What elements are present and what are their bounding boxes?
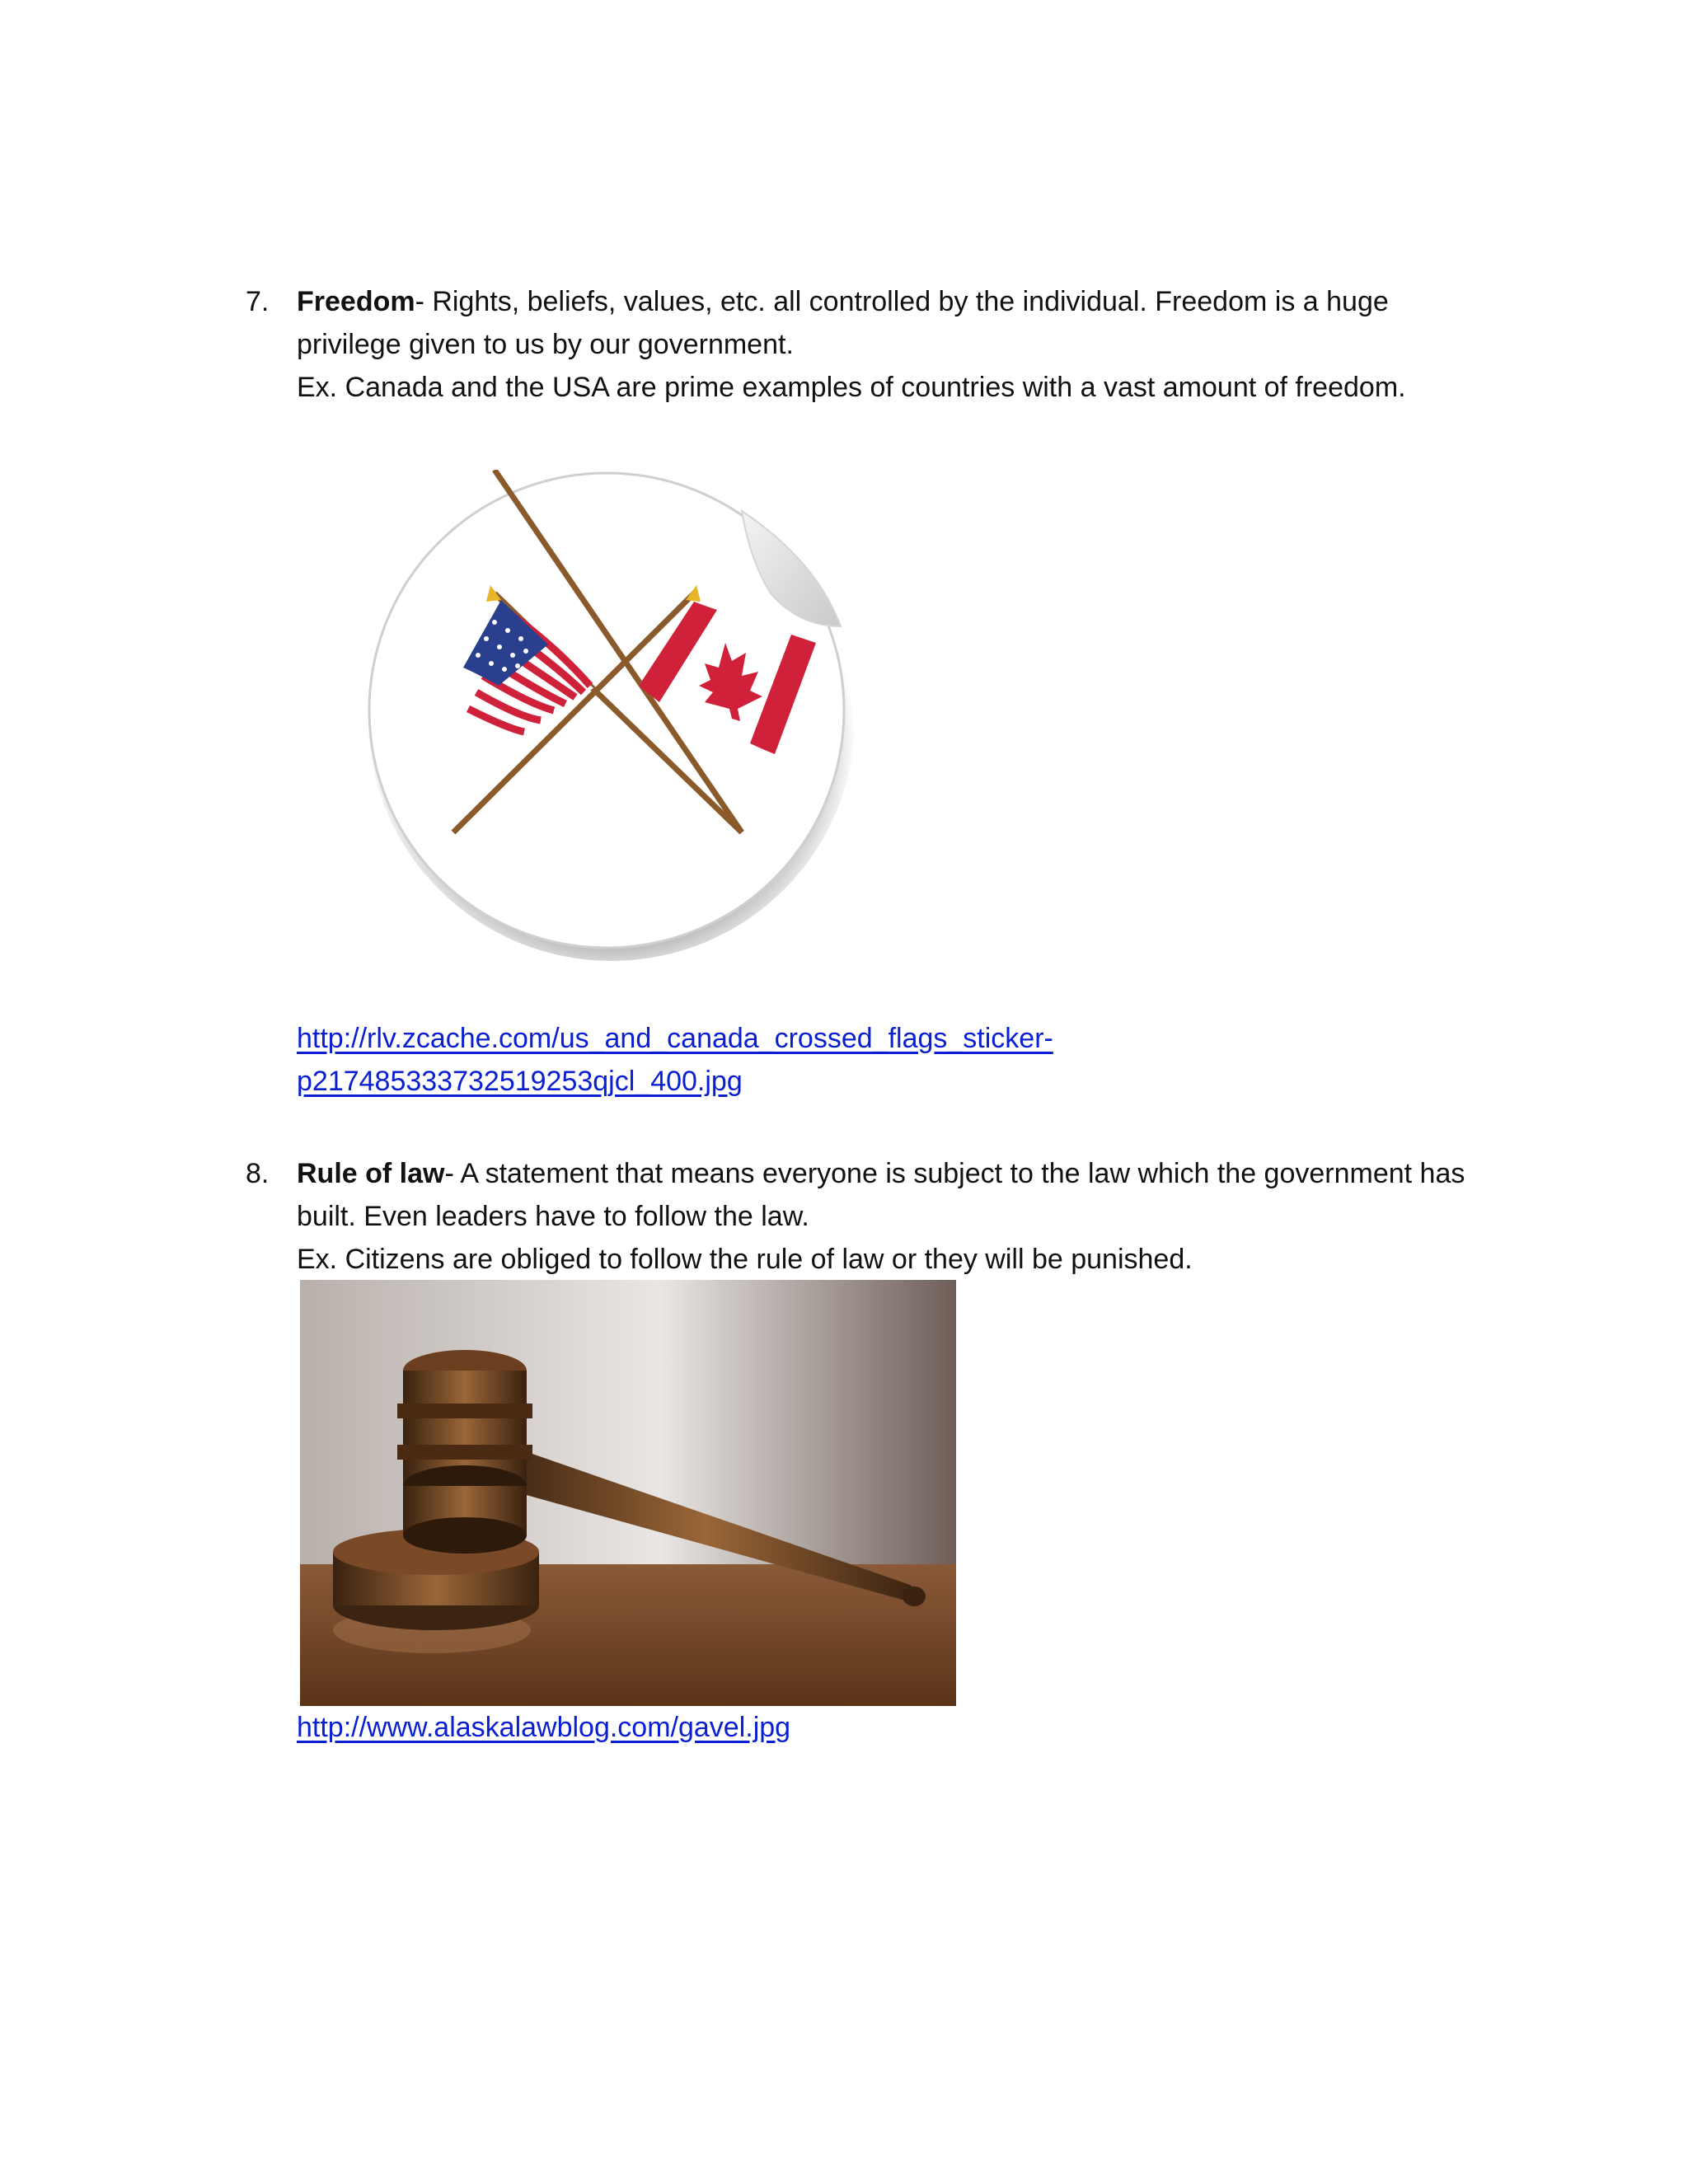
item-body	[297, 1152, 1498, 1281]
link-line-1[interactable]: http://rlv.zcache.com/us_and_canada_crossed_flags_sticker-	[297, 1023, 1053, 1054]
item-number: 8.	[246, 1158, 270, 1189]
crossed-flags-sticker-image	[354, 470, 865, 964]
term-rule-of-law: Rule of law	[297, 1158, 445, 1189]
list-item-rule-of-law	[246, 1152, 1498, 1281]
link-line-2[interactable]: p217485333732519253qjcl_400.jpg	[297, 1066, 743, 1097]
item-body	[297, 280, 1498, 409]
list-item-freedom	[246, 280, 1498, 409]
definition-freedom: - Rights, beliefs, values, etc. all controlled by the individual. Freedom is a huge privilege given to us by our government.	[297, 286, 1389, 360]
definition-rule-of-law: - A statement that means everyone is subject to the law which the government has built. Even leaders have to follow the law.	[297, 1158, 1465, 1232]
example-freedom: Ex. Canada and the USA are prime examples of countries with a vast amount of freedom.	[297, 372, 1406, 403]
gavel-image-source-link[interactable]	[297, 1706, 790, 1749]
term-freedom: Freedom	[297, 286, 415, 317]
gavel-image	[300, 1280, 956, 1706]
freedom-image-source-link[interactable]	[297, 1017, 1053, 1103]
link-text[interactable]: http://www.alaskalawblog.com/gavel.jpg	[297, 1712, 791, 1743]
gavel-head	[397, 1350, 532, 1554]
item-number: 7.	[246, 286, 270, 317]
example-rule-of-law: Ex. Citizens are obliged to follow the rule of law or they will be punished.	[297, 1244, 1193, 1275]
